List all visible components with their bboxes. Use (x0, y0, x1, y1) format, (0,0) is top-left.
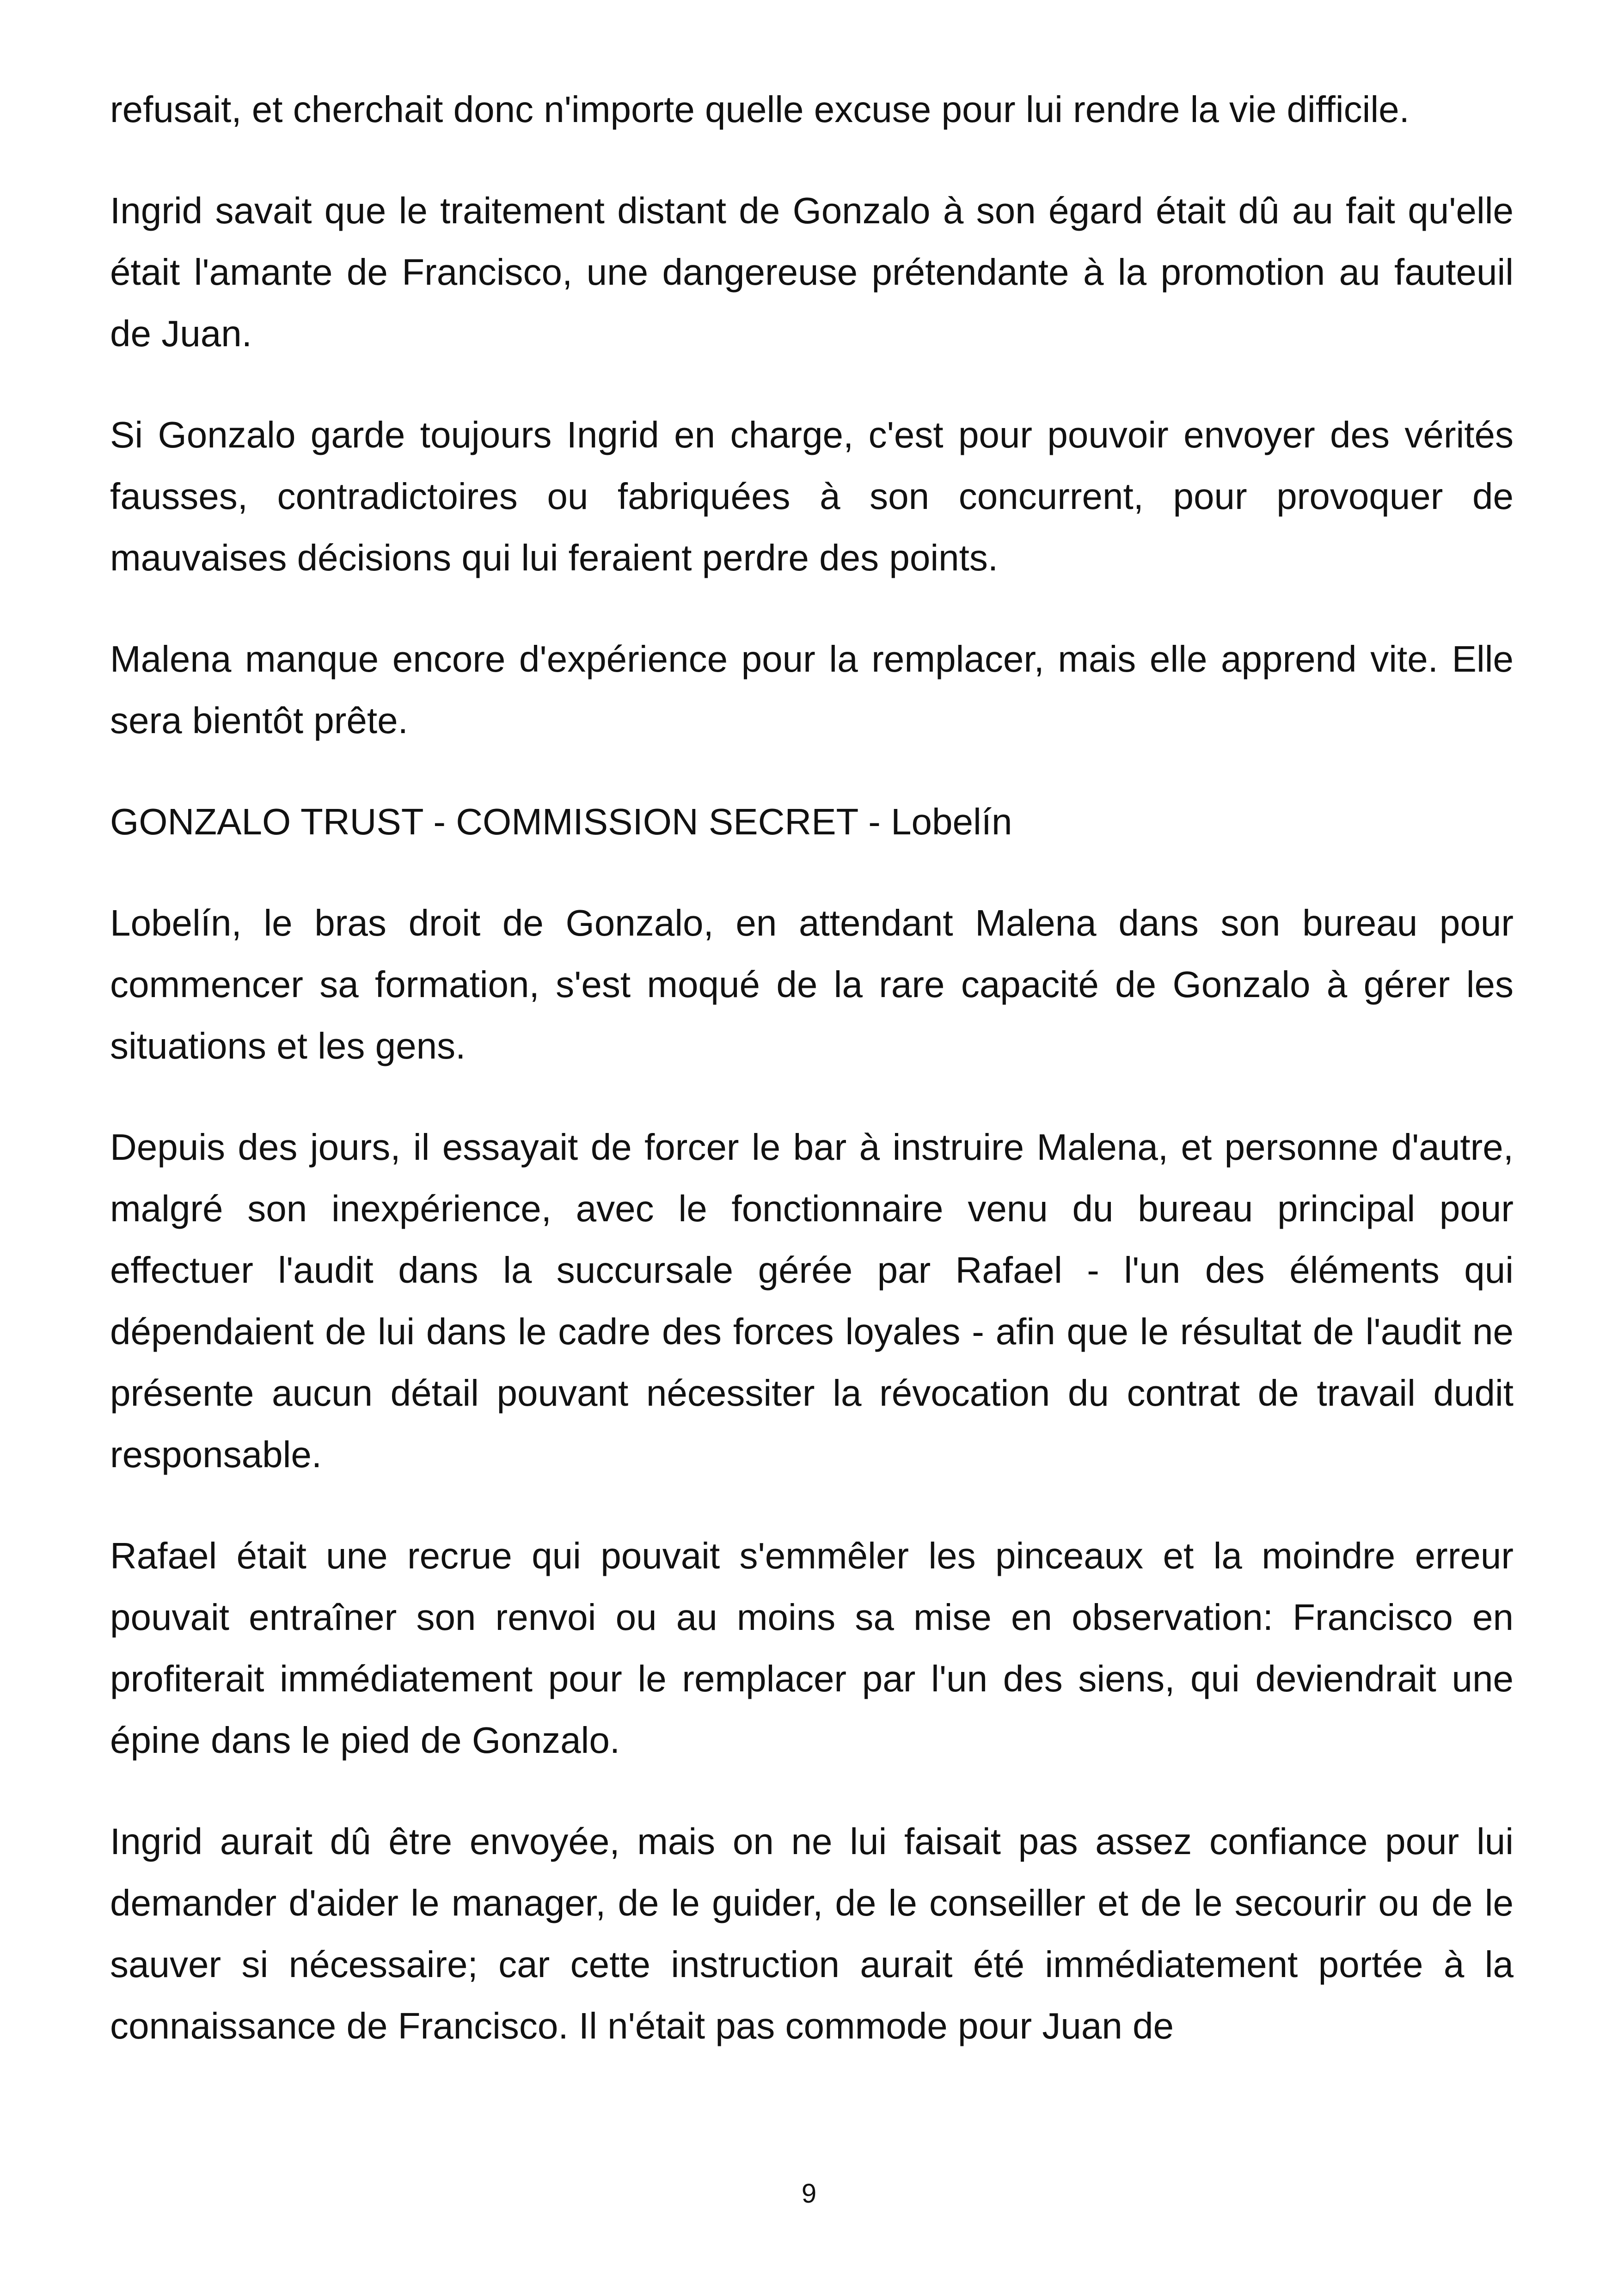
paragraph: Ingrid savait que le traitement distant de Gonzalo à son égard était dû au fait qu'elle était l'amante de Francisco, une dangereuse prétendante à la promotion au fauteuil de Juan. (110, 190, 1514, 354)
paragraph: Malena manque encore d'expérience pour la remplacer, mais elle apprend vite. Elle sera bientôt prête. (110, 638, 1514, 741)
body-text (110, 79, 1514, 2096)
paragraph: Si Gonzalo garde toujours Ingrid en charge, c'est pour pouvoir envoyer des vérités fausses, contradictoires ou fabriquées à son concurrent, pour provoquer de mauvaises décisions qui lui feraient perdre des points. (110, 414, 1514, 578)
paragraph: Lobelín, le bras droit de Gonzalo, en attendant Malena dans son bureau pour commencer sa formation, s'est moqué de la rare capacité de Gonzalo à gérer les situations et les gens. (110, 902, 1514, 1066)
paragraph: Rafael était une recrue qui pouvait s'emmêler les pinceaux et la moindre erreur pouvait entraîner son renvoi ou au moins sa mise en observation: Francisco en profiterait immédiatement pour le remplacer par l'un des siens, qui deviendrait une épine dans le pied de Gonzalo. (110, 1535, 1514, 1761)
paragraph: Ingrid aurait dû être envoyée, mais on ne lui faisait pas assez confiance pour lui demander d'aider le manager, de le guider, de le conseiller et de le secourir ou de le sauver si nécessaire; car cette instruction aurait été immédiatement portée à la connaissance de Francisco. Il n'était pas commode pour Juan de (110, 1821, 1514, 2046)
paragraph: refusait, et cherchait donc n'importe quelle excuse pour lui rendre la vie difficile. (110, 89, 1410, 130)
page-number: 9 (801, 2179, 817, 2209)
section-heading: GONZALO TRUST - COMMISSION SECRET - Lobelín (110, 801, 1012, 842)
paragraph: Depuis des jours, il essayait de forcer le bar à instruire Malena, et personne d'autre, malgré son inexpérience, avec le fonctionnaire venu du bureau principal pour effectuer l'audit dans la succursale gérée par Rafael - l'un des éléments qui dépendaient de lui dans le cadre des forces loyales - afin que le résultat de l'audit ne présente aucun détail pouvant nécessiter la révocation du contrat de travail dudit responsable. (110, 1127, 1514, 1475)
